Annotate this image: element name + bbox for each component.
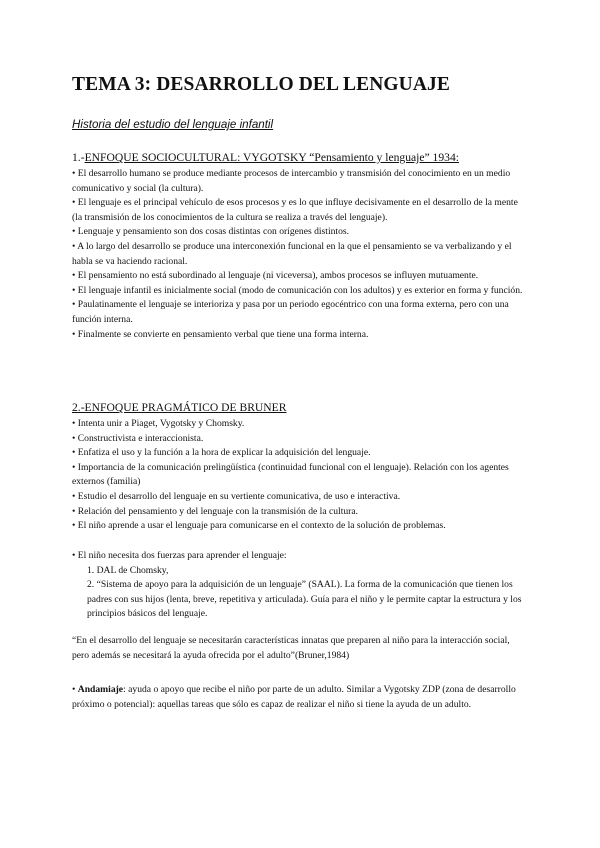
list-item: • El lenguaje infantil es inicialmente social (modo de comunicación con los adultos) y es exterior en forma y función. [72, 284, 523, 296]
needs-block [72, 549, 528, 622]
list-item: • Enfatiza el uso y la función a la hora de explicar la adquisición del lenguaje. [72, 447, 371, 459]
list-item: • A lo largo del desarrollo se produce una interconexión funcional en la que el pensamiento se va verbalizando y el habla se va haciendo racional. [72, 240, 512, 267]
section-heading [72, 401, 528, 415]
list-item: • Paulatinamente el lenguaje se interioriza y pasa por un periodo egocéntrico con una forma externa, pero con una función interna. [72, 299, 509, 325]
section-number: 1.- [72, 151, 85, 164]
needs-intro: • El niño necesita dos fuerzas para aprender el lenguaje: [72, 550, 287, 561]
list-item: • El niño aprende a usar el lenguaje para comunicarse en el contexto de la solución de problemas. [72, 520, 446, 532]
bullet-list [72, 167, 528, 342]
list-item: • Importancia de la comunicación prelingüística (continuidad funcional con el lenguaje). Relación con los agentes externos (familia) [72, 461, 509, 488]
section-heading-text: 2.-ENFOQUE PRAGMÁTICO DE BRUNER [72, 401, 287, 414]
bullet-mark: • [72, 684, 78, 695]
bruner-quote: “En el desarrollo del lenguaje se necesitarán características innatas que preparen al niño para la interacción social, pero además se necesitará la ayuda ofrecida por el adulto”(Bruner,1984) [72, 635, 510, 661]
list-item: • Constructivista e interaccionista. [72, 432, 204, 444]
andamiaje-definition [72, 683, 528, 712]
list-item: • Estudio el desarrollo del lenguaje en su vertiente comunicativa, de uso e interactiva. [72, 490, 401, 502]
needs-list [72, 564, 528, 622]
list-item: • Finalmente se convierte en pensamiento verbal que tiene una forma interna. [72, 328, 369, 340]
list-item: 2. “Sistema de apoyo para la adquisición de un lenguaje” (SAAL). La forma de la comunicación que tienen los padres con sus hijos (lenta, breve, repetitiva y articulada). Guía para el niño y le permite captar la estructura y los principios básicos del lenguaje. [87, 579, 522, 620]
andamiaje-text: : ayuda o apoyo que recibe el niño por parte de un adulto. Similar a Vygotsky ZDP (zona de desarrollo próximo o potencial): aquellas tareas que sólo es capaz de realizar el niño si tiene la ayuda de un adulto. [72, 684, 516, 710]
term-andamiaje: Andamiaje [77, 684, 124, 695]
list-item: • Relación del pensamiento y del lenguaje con la transmisión de la cultura. [72, 505, 359, 517]
bullet-list [72, 417, 528, 534]
list-item: • El pensamiento no está subordinado al lenguaje (ni viceversa), ambos procesos se influyen mutuamente. [72, 270, 479, 282]
subtitle: Historia del estudio del lenguaje infantil [72, 118, 274, 131]
list-item: • Intenta unir a Piaget, Vygotsky y Chomsky. [72, 418, 245, 429]
list-item: • El lenguaje es el principal vehículo de esos procesos y es lo que influye decisivamente en el desarrollo de la mente (la transmisión de los conocimientos de la cultura se realiza a través del lenguaje). [72, 197, 518, 223]
page-title: TEMA 3: DESARROLLO DEL LENGUAJE [72, 74, 450, 95]
section-heading [72, 151, 528, 165]
section-heading-text: ENFOQUE SOCIOCULTURAL: VYGOTSKY “Pensamiento y lenguaje” 1934: [84, 151, 459, 164]
list-item: 1. DAL de Chomsky, [87, 564, 169, 576]
list-item: • El desarrollo humano se produce mediante procesos de intercambio y transmisión del conocimiento en un medio comunicativo y social (la cultura). [72, 168, 511, 194]
section-sociocultural [72, 151, 528, 342]
section-pragmatico [72, 401, 528, 534]
list-item: • Lenguaje y pensamiento son dos cosas distintas con orígenes distintos. [72, 226, 350, 238]
